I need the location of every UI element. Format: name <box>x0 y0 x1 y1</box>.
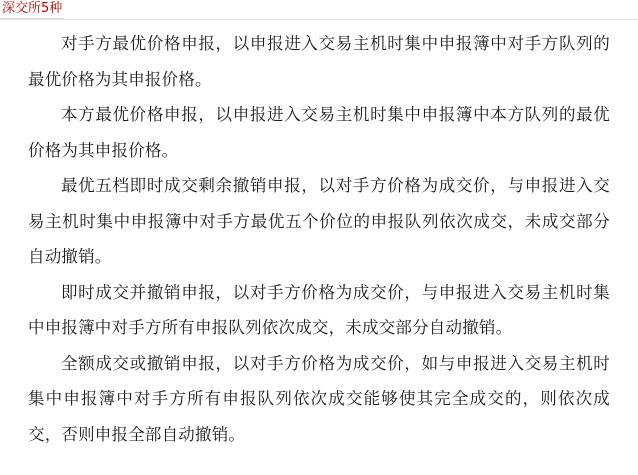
document-body <box>28 26 610 452</box>
paragraph: 全额成交或撤销申报，以对手方价格为成交价，如与申报进入交易主机时集中申报簿中对手方所有申报队列依次成交能够使其完全成交的，则依次成交，否则申报全部自动撤销。 <box>28 353 610 444</box>
paragraph: 最优五档即时成交剩余撤销申报，以对手方价格为成交价，与申报进入交易主机时集中申报簿中对手方最优五个价位的申报队列依次成交，未成交部分自动撤销。 <box>28 176 610 266</box>
header-divider <box>0 19 638 20</box>
paragraph: 本方最优价格申报，以申报进入交易主机时集中申报簿中本方队列的最优价格为其申报价格。 <box>28 105 610 160</box>
section-tag-label: 深交所5种 <box>0 0 64 19</box>
paragraph: 即时成交并撤销申报，以对手方价格为成交价，与申报进入交易主机时集中申报簿中对手方所有申报队列依次成交，未成交部分自动撤销。 <box>28 282 610 337</box>
paragraph: 对手方最优价格申报，以申报进入交易主机时集中申报簿中对手方队列的最优价格为其申报价格。 <box>28 34 610 89</box>
